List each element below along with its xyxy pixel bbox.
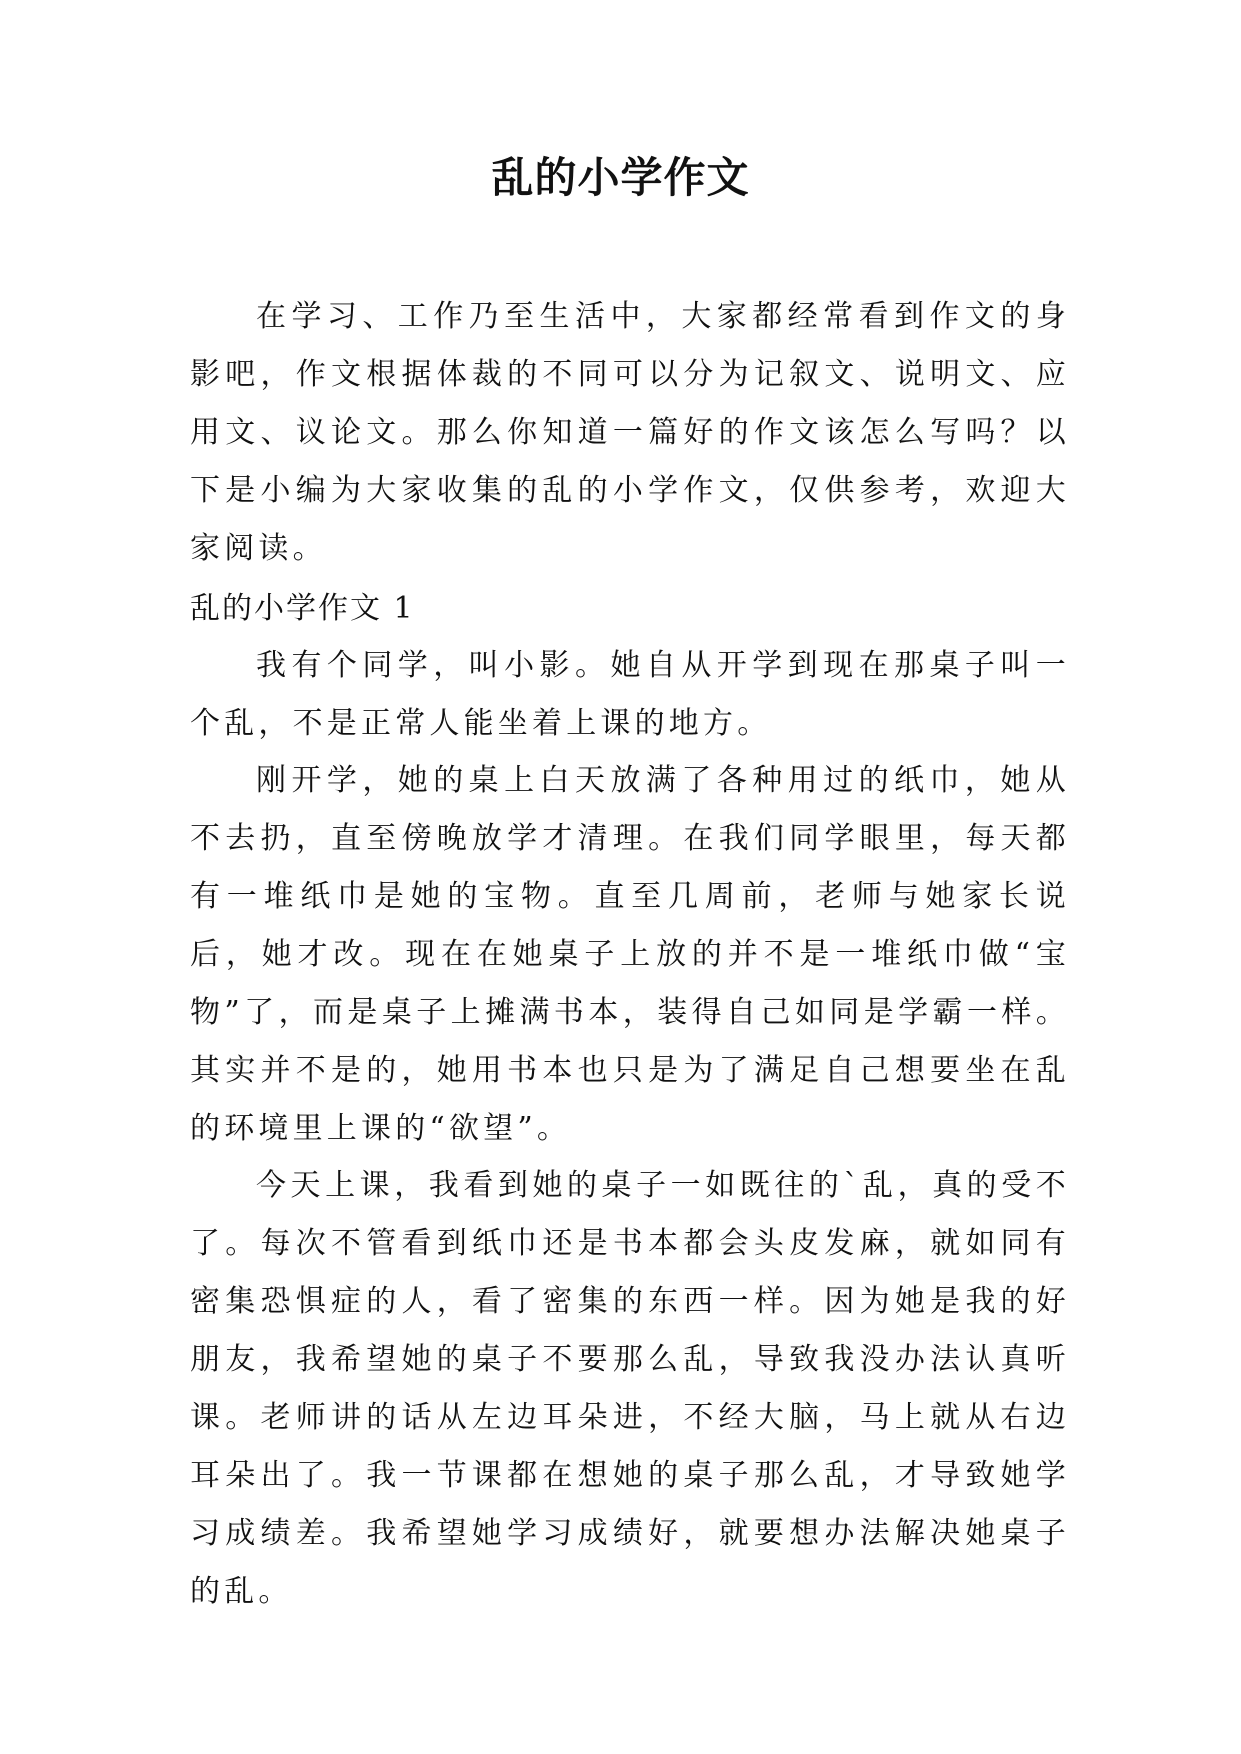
document-title: 乱的小学作文 (491, 153, 750, 202)
body-paragraph-3: 今天上课，我看到她的桌子一如既往的`乱，真的受不了。每次不管看到纸巾还是书本都会头皮发麻，就如同有密集恐惧症的人，看了密集的东西一样。因为她是我的好朋友，我希望她的桌子不要那么乱，导致我没办法认真听课。老师讲的话从左边耳朵进，不经大脑，马上就从右边耳朵出了。我一节课都在想她的桌子那么乱，才导致她学习成绩差。我希望她学习成绩好，就要想办法解决她桌子的乱。 (190, 1168, 1070, 1609)
body-paragraph-1: 我有个同学，叫小影。她自从开学到现在那桌子叫一个乱，不是正常人能坐着上课的地方。 (190, 648, 1070, 741)
intro-paragraph: 在学习、工作乃至生活中，大家都经常看到作文的身影吧，作文根据体裁的不同可以分为记叙文、说明文、应用文、议论文。那么你知道一篇好的作文该怎么写吗？以下是小编为大家收集的乱的小学作文，仅供参考，欢迎大家阅读。 (190, 299, 1070, 566)
body-paragraph-2: 刚开学，她的桌上白天放满了各种用过的纸巾，她从不去扔，直至傍晚放学才清理。在我们同学眼里，每天都有一堆纸巾是她的宝物。直至几周前，老师与她家长说后，她才改。现在在她桌子上放的并不是一堆纸巾做“宝物”了，而是桌子上摊满书本，装得自己如同是学霸一样。其实并不是的，她用书本也只是为了满足自己想要坐在乱的环境里上课的“欲望”。 (190, 763, 1070, 1146)
section-heading: 乱的小学作文 1 (190, 591, 415, 626)
